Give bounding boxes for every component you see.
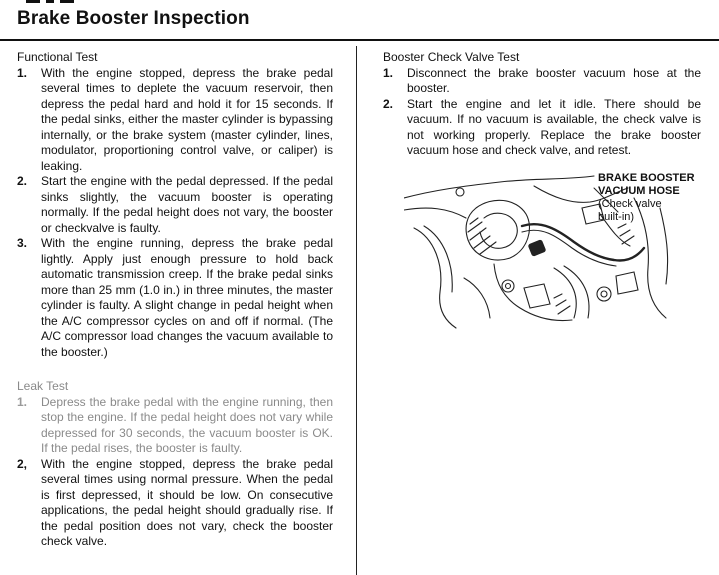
- leak-step-1: [17, 395, 333, 457]
- pipe: [464, 278, 490, 318]
- step-number: 3.: [17, 236, 28, 250]
- bracket: [616, 272, 638, 294]
- step-text: With the engine stopped, depress the brake pedal several times using normal pressure. When the pedal is first depressed, it should be low. On consecutive applications, the pedal height should gradually rise. If the pedal position does not vary, check the booster check valve.: [41, 456, 333, 548]
- leak-test-heading: Leak Test: [17, 379, 69, 393]
- booster-housing-outline: [466, 200, 529, 260]
- page-title: Brake Booster Inspection: [17, 8, 250, 29]
- column-divider: [356, 46, 357, 575]
- step-number: 2,: [17, 456, 28, 471]
- title-rule: [0, 39, 719, 41]
- pipe: [564, 266, 589, 318]
- functional-step-1: [17, 66, 333, 175]
- pipe: [404, 208, 466, 218]
- step-number: 2.: [383, 96, 394, 111]
- functional-step-2: [17, 174, 333, 236]
- functional-test-steps: [17, 66, 333, 361]
- leak-test-steps: [17, 395, 333, 550]
- fitting: [601, 291, 607, 297]
- fitting: [456, 188, 464, 196]
- step-text: Start the engine with the pedal depressed. If the pedal sinks slightly, the vacuum booster is operating normally. If the pedal height does not vary, the booster or checkvalve is faulty.: [41, 174, 333, 235]
- functional-step-3: [17, 236, 333, 360]
- pipe: [554, 268, 576, 318]
- callout-line: VACUUM HOSE: [598, 185, 680, 197]
- callout-line: (Check valve: [598, 198, 662, 210]
- section-gap: [17, 360, 333, 379]
- shading: [554, 294, 570, 314]
- check-valve-test-steps: [383, 66, 701, 159]
- figure-callout: [598, 172, 695, 224]
- leak-step-2: [17, 457, 333, 550]
- pipe: [404, 176, 594, 198]
- step-number: 1.: [17, 65, 28, 80]
- fitting: [597, 287, 611, 301]
- check-valve-step-2: [383, 97, 701, 159]
- step-text: With the engine stopped, depress the brake pedal several times to deplete the vacuum reservoir, then depress the pedal hard and hold it for 15 seconds. If the pedal sinks, either the master cylinder is bypassing internally, or the brake system (master cylinder, lines, modulator, proportioning control valve, or caliper) is leaking.: [41, 65, 333, 173]
- step-text: With the engine running, depress the brake pedal lightly. Apply just enough pressure to hold back automatic transmission creep. If the brake pedal sinks more than 25 mm (1.0 in.) in three minutes, the master cylinder is faulty. A slight change in pedal height when the A/C compressor cycles on and off if normal. (The A/C compressor load changes the vacuum available to the booster.): [41, 236, 333, 359]
- step-text: Disconnect the brake booster vacuum hose at the booster.: [407, 65, 701, 95]
- fitting: [506, 284, 511, 289]
- shading: [618, 224, 634, 244]
- functional-test-heading: Functional Test: [17, 50, 98, 64]
- step-text: Depress the brake pedal with the engine running, then stop the engine. If the pedal height does not vary while depressed for 30 seconds, the vacuum booster is OK. If the pedal rises, the booster is faulty.: [41, 394, 333, 455]
- pipe: [414, 228, 456, 328]
- top-edge-marks: [26, 0, 76, 3]
- check-valve: [528, 240, 545, 256]
- check-valve-step-1: [383, 66, 701, 97]
- check-valve-test-heading: Booster Check Valve Test: [383, 50, 520, 64]
- booster-inner-ring: [480, 213, 517, 248]
- bracket: [524, 284, 550, 308]
- callout-line: built-in): [598, 211, 635, 223]
- step-number: 1.: [17, 394, 28, 409]
- left-column: [17, 50, 333, 550]
- fitting: [502, 280, 514, 292]
- step-text: Start the engine and let it idle. There should be vacuum. If no vacuum is available, the check valve is not working properly. Replace the brake booster vacuum hose and check valve, and retest.: [407, 96, 701, 157]
- callout-line: BRAKE BOOSTER: [598, 172, 695, 184]
- right-column: [383, 50, 701, 159]
- callout-leader: [594, 188, 596, 190]
- step-number: 1.: [383, 65, 394, 80]
- step-number: 2.: [17, 174, 28, 188]
